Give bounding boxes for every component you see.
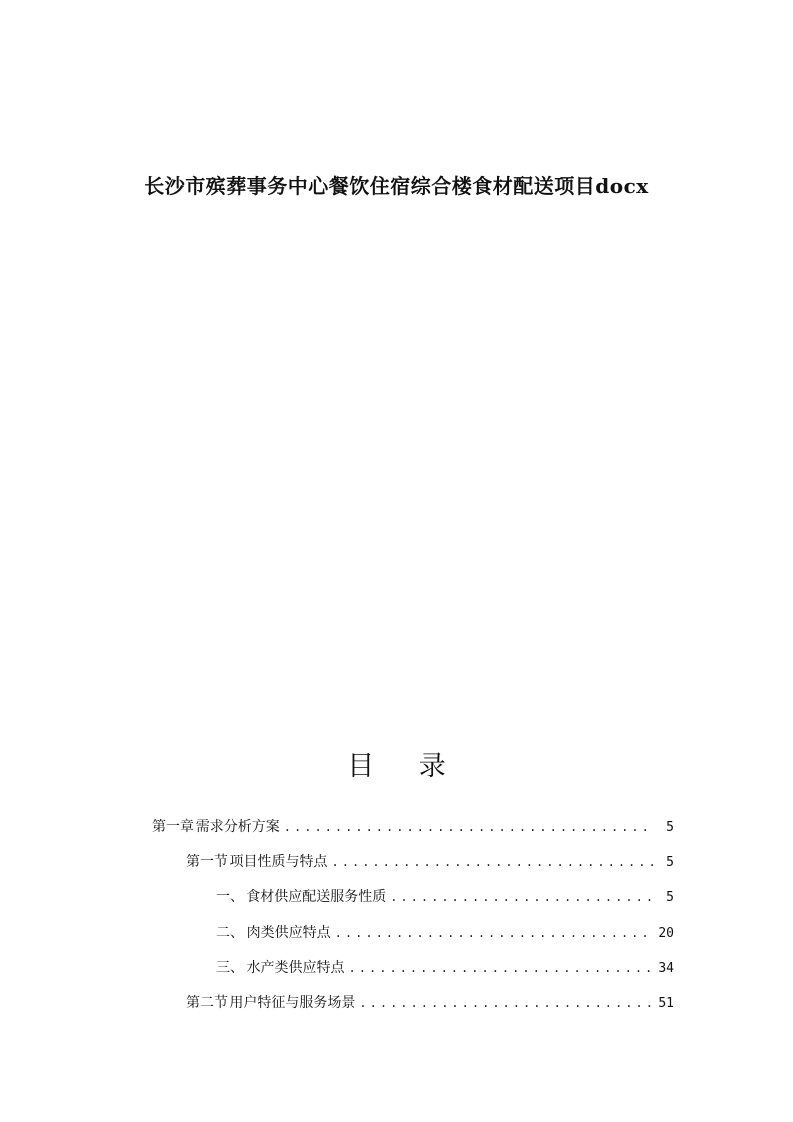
- toc-leader-dots: [359, 996, 654, 1010]
- toc-entry-number: 一、: [216, 889, 244, 905]
- toc-leader-dots: [332, 855, 654, 869]
- toc-entry-page: 20: [658, 926, 674, 941]
- toc-leader-dots: [390, 890, 654, 904]
- toc-heading: 目 录: [347, 751, 464, 782]
- toc-entry-text: 肉类供应特点: [246, 925, 331, 941]
- toc-entry-number: 第二节: [186, 995, 228, 1011]
- toc-entry-page: 5: [666, 820, 674, 835]
- toc-entry-page: 51: [658, 996, 674, 1011]
- toc-entry-item-2[interactable]: [216, 922, 674, 944]
- toc-leader-dots: [284, 820, 654, 834]
- toc-entry-text: 用户特征与服务场景: [229, 995, 356, 1011]
- toc-entry-number: 第一章: [152, 819, 194, 835]
- toc-entry-page: 5: [666, 890, 674, 905]
- toc-entry-number: 二、: [216, 925, 244, 941]
- toc-leader-dots: [349, 961, 654, 975]
- toc-entry-number: 三、: [216, 960, 244, 976]
- toc-entry-page: 5: [666, 855, 674, 870]
- toc-entry-item-3[interactable]: [216, 957, 674, 979]
- toc-entry-chapter-1[interactable]: [152, 816, 674, 838]
- toc-entry-text: 水产类供应特点: [246, 960, 345, 976]
- document-title: 长沙市殡葬事务中心餐饮住宿综合楼食材配送项目docx: [144, 174, 649, 198]
- toc-entry-text: 食材供应配送服务性质: [246, 889, 387, 905]
- toc-leader-dots: [335, 926, 654, 940]
- toc-entry-text: 项目性质与特点: [229, 854, 328, 870]
- toc-entry-text: 需求分析方案: [195, 819, 280, 835]
- toc-entry-section-2[interactable]: [186, 992, 674, 1014]
- toc-entry-number: 第一节: [186, 854, 228, 870]
- toc-entry-section-1[interactable]: [186, 851, 674, 873]
- toc-entry-page: 34: [658, 961, 674, 976]
- toc-entry-item-1[interactable]: [216, 886, 674, 908]
